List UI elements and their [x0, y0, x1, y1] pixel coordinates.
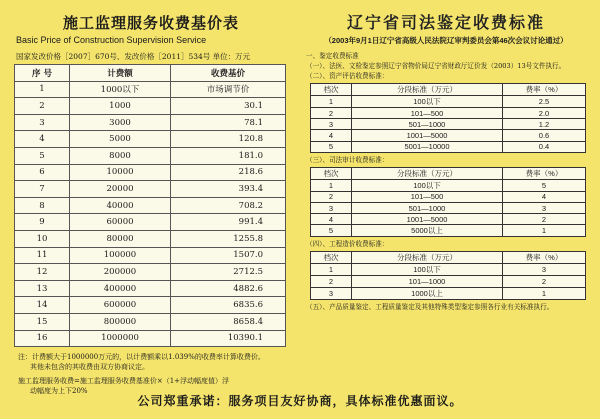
table-cell: 2 — [15, 98, 70, 115]
table-cell: 15 — [15, 313, 70, 330]
table-cell: 4 — [311, 214, 352, 225]
table-cell: 16 — [15, 330, 70, 347]
table-cell: 501—1000 — [352, 119, 503, 130]
column-header: 费率（%） — [503, 167, 586, 179]
table-cell: 2 — [311, 191, 352, 202]
table-row — [15, 181, 286, 198]
table-cell: 78.1 — [171, 114, 286, 131]
table-cell: 400000 — [70, 280, 171, 297]
table-cell: 5 — [503, 179, 586, 191]
table-row — [311, 264, 586, 276]
table-cell: 1001—5000 — [352, 214, 503, 225]
judicial-audit-table-body — [311, 179, 586, 237]
table-cell: 12 — [15, 264, 70, 281]
section-heading: （二）、资产评估收费标准： — [306, 72, 389, 80]
table-row — [311, 225, 586, 237]
table-cell: 5000以上 — [352, 225, 503, 237]
judicial-appraisal-subtitle: （2003年9月1日辽宁省高级人民法院辽审判委员会第46次会议讨论通过） — [324, 36, 568, 45]
supervision-fee-notes — [18, 352, 290, 396]
table-row — [311, 130, 586, 141]
table-cell: 600000 — [70, 297, 171, 314]
table-cell: 3 — [15, 114, 70, 131]
table-row — [15, 264, 286, 281]
table-cell: 4882.6 — [171, 280, 286, 297]
table-header-row — [311, 252, 586, 264]
table-cell: 2.5 — [503, 96, 586, 108]
table-cell: 6835.6 — [171, 297, 286, 314]
table-header-row — [15, 65, 286, 82]
table-cell: 3 — [503, 264, 586, 276]
table-cell: 5 — [311, 141, 352, 152]
asset-evaluation-table-body — [311, 96, 586, 153]
table-cell: 501—1000 — [352, 202, 503, 213]
table-cell: 1 — [311, 96, 352, 108]
table-cell: 4 — [503, 191, 586, 202]
section-heading: （四）、工程造价收费标准： — [306, 240, 389, 249]
table-cell: 1 — [503, 287, 586, 299]
table-cell: 2 — [503, 214, 586, 225]
table-row — [311, 276, 586, 287]
column-header: 计费额 — [70, 65, 171, 82]
table-cell: 100000 — [70, 247, 171, 264]
table-cell: 100以下 — [352, 179, 503, 191]
table-cell: 120.8 — [171, 131, 286, 148]
table-row — [15, 313, 286, 330]
table-row — [311, 141, 586, 152]
table-row — [15, 330, 286, 347]
table-row — [15, 247, 286, 264]
table-row — [311, 108, 586, 119]
note-line: 动幅度为上下20% — [30, 387, 88, 396]
table-cell: 1000 — [70, 98, 171, 115]
supervision-fee-table-body — [15, 81, 286, 347]
table-cell: 10390.1 — [171, 330, 286, 347]
table-row — [15, 131, 286, 148]
table-cell: 2 — [311, 108, 352, 119]
table-cell: 1 — [503, 225, 586, 237]
supervision-fee-title: 施工监理服务收费基价表 — [62, 14, 239, 32]
table-header-row — [311, 84, 586, 96]
table-cell: 40000 — [70, 197, 171, 214]
table-cell: 13 — [15, 280, 70, 297]
table-cell: 10000 — [70, 164, 171, 181]
table-cell: 3 — [311, 202, 352, 213]
table-cell: 2 — [503, 276, 586, 287]
table-cell: 2 — [311, 276, 352, 287]
section-text: （一）、法医、文检鉴定参照辽宁省物价局辽宁省财政厅辽价发（2003）13号文件执行。 — [306, 62, 566, 70]
table-cell: 3 — [311, 287, 352, 299]
table-row — [311, 119, 586, 130]
supervision-fee-table — [14, 64, 286, 347]
judicial-audit-table — [310, 167, 586, 238]
table-row — [311, 287, 586, 299]
supervision-fee-reference: 国家发改价格［2007］670号、发改价格［2011］534号 单位：万元 — [16, 52, 251, 61]
table-cell: 60000 — [70, 214, 171, 231]
table-cell: 2.0 — [503, 108, 586, 119]
table-row — [15, 81, 286, 98]
column-header: 费率（%） — [503, 252, 586, 264]
table-row — [311, 96, 586, 108]
judicial-appraisal-title: 辽宁省司法鉴定收费标准 — [346, 13, 545, 32]
table-cell: 101—1000 — [352, 276, 503, 287]
table-row — [15, 214, 286, 231]
table-cell: 9 — [15, 214, 70, 231]
table-header-row — [311, 167, 586, 179]
table-cell: 市场调节价 — [171, 81, 286, 98]
column-header: 档次 — [311, 252, 352, 264]
table-cell: 1000以下 — [70, 81, 171, 98]
table-cell: 0.6 — [503, 130, 586, 141]
table-cell: 0.4 — [503, 141, 586, 152]
table-cell: 1001—5000 — [352, 130, 503, 141]
section-text: （五）、产品质量鉴定、工程质量鉴定及其他特殊类型鉴定参照各行业有关标准执行。 — [306, 302, 554, 311]
table-row — [15, 164, 286, 181]
asset-evaluation-table — [310, 83, 586, 153]
table-cell: 5 — [311, 225, 352, 237]
table-cell: 5 — [15, 147, 70, 164]
table-cell: 3000 — [70, 114, 171, 131]
table-cell: 991.4 — [171, 214, 286, 231]
table-cell: 708.2 — [171, 197, 286, 214]
table-cell: 7 — [15, 181, 70, 198]
engineering-cost-table — [310, 251, 586, 299]
table-cell: 3 — [311, 119, 352, 130]
table-cell: 218.6 — [171, 164, 286, 181]
table-cell: 8 — [15, 197, 70, 214]
table-row — [15, 297, 286, 314]
table-cell: 181.0 — [171, 147, 286, 164]
company-promise-footer: 公司郑重承诺：服务项目友好协商，具体标准优惠面议。 — [137, 394, 463, 408]
note-line: 注：计费额大于1000000万元的，以计费额乘以1.039%的收费率计算收费价。 — [18, 353, 265, 362]
table-cell: 5000 — [70, 131, 171, 148]
column-header: 分段标准（万元） — [352, 167, 503, 179]
table-row — [15, 197, 286, 214]
table-row — [311, 179, 586, 191]
table-cell: 80000 — [70, 230, 171, 247]
supervision-fee-panel — [10, 8, 292, 396]
table-row — [311, 191, 586, 202]
table-cell: 3 — [503, 202, 586, 213]
engineering-cost-table-body — [311, 264, 586, 299]
table-row — [311, 202, 586, 213]
table-cell: 1507.0 — [171, 247, 286, 264]
table-cell: 4 — [15, 131, 70, 148]
table-row — [15, 230, 286, 247]
note-line: 其他未包含的其收费由双方协商议定。 — [30, 363, 149, 372]
table-cell: 1000以上 — [352, 287, 503, 299]
column-header: 档次 — [311, 167, 352, 179]
column-header: 分段标准（万元） — [352, 252, 503, 264]
table-cell: 5001—10000 — [352, 141, 503, 152]
table-cell: 1000000 — [70, 330, 171, 347]
table-cell: 101—500 — [352, 108, 503, 119]
table-cell: 100以下 — [352, 96, 503, 108]
table-cell: 393.4 — [171, 181, 286, 198]
table-cell: 11 — [15, 247, 70, 264]
judicial-appraisal-panel — [300, 8, 592, 313]
note-line: 施工监理服务收费=施工监理服务收费基准价×（1+浮动幅度值）浮 — [18, 377, 230, 386]
table-row — [311, 214, 586, 225]
table-cell: 800000 — [70, 313, 171, 330]
table-cell: 1 — [15, 81, 70, 98]
table-row — [15, 114, 286, 131]
table-cell: 2712.5 — [171, 264, 286, 281]
table-cell: 8000 — [70, 147, 171, 164]
table-cell: 20000 — [70, 181, 171, 198]
table-cell: 200000 — [70, 264, 171, 281]
column-header: 收费基价 — [171, 65, 286, 82]
column-header: 分段标准（万元） — [352, 84, 503, 96]
table-cell: 1.2 — [503, 119, 586, 130]
column-header: 档次 — [311, 84, 352, 96]
supervision-fee-subtitle: Basic Price of Construction Supervision Service — [16, 35, 207, 45]
table-cell: 6 — [15, 164, 70, 181]
table-cell: 100以下 — [352, 264, 503, 276]
table-cell: 4 — [311, 130, 352, 141]
column-header: 费率（%） — [503, 84, 586, 96]
table-row — [15, 147, 286, 164]
table-cell: 1255.8 — [171, 230, 286, 247]
column-header: 序 号 — [15, 65, 70, 82]
table-cell: 101—500 — [352, 191, 503, 202]
table-cell: 30.1 — [171, 98, 286, 115]
table-cell: 1 — [311, 179, 352, 191]
table-cell: 14 — [15, 297, 70, 314]
table-cell: 10 — [15, 230, 70, 247]
table-cell: 8658.4 — [171, 313, 286, 330]
table-cell: 1 — [311, 264, 352, 276]
table-row — [15, 98, 286, 115]
section-heading: （三）、司法审计收费标准： — [306, 155, 389, 164]
table-row — [15, 280, 286, 297]
section-heading: 一、鉴定收费标准 — [306, 52, 359, 60]
